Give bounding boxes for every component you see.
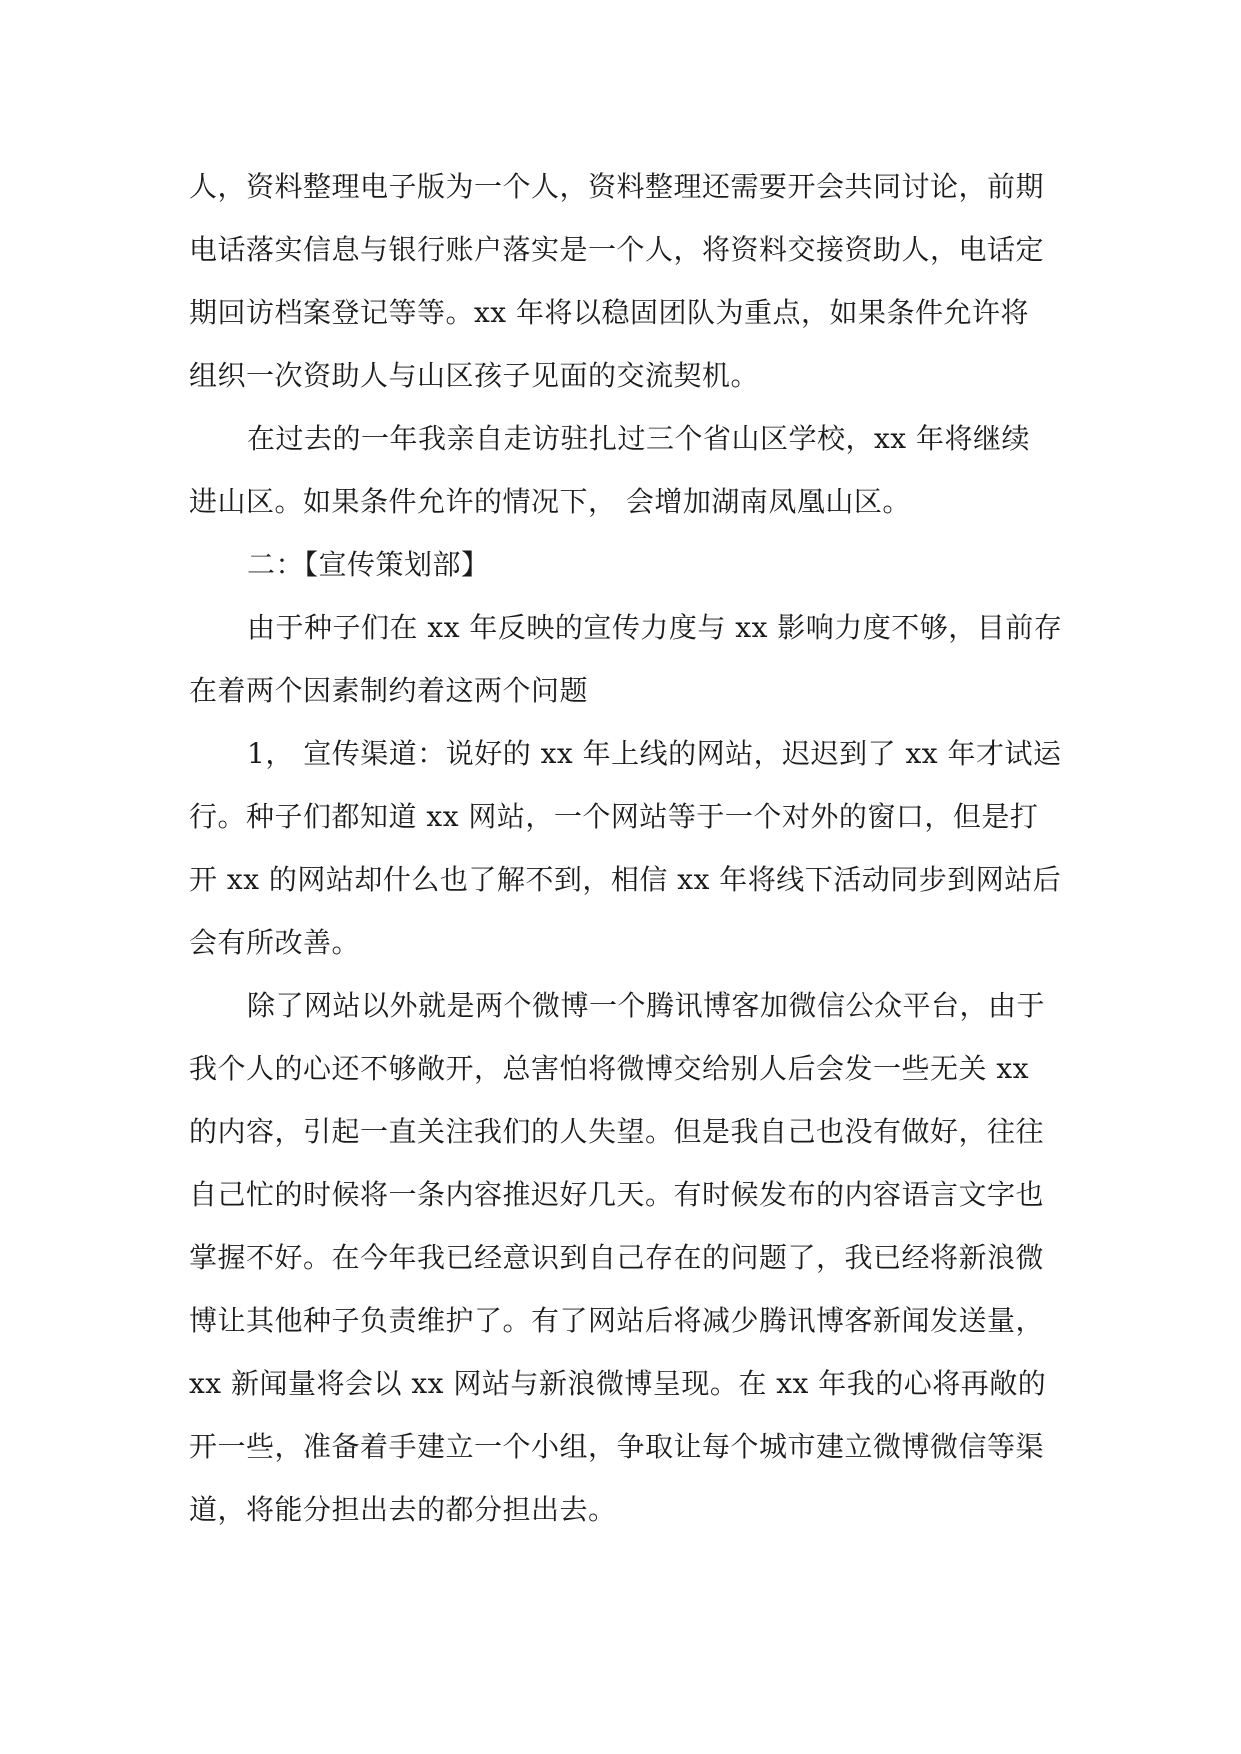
text-line: 除了网站以外就是两个微博一个腾讯博客加微信公众平台，由于 [247,989,1046,1022]
paragraph-1 [189,155,1051,407]
document-body [189,155,1063,1541]
text-line: 会有所改善。 [189,926,361,959]
text-line: 自己忙的时候将一条内容推迟好几天。有时候发布的内容语言文字也 [189,1178,1045,1211]
text-line: 开 xx 的网站却什么也了解不到，相信 xx 年将线下活动同步到网站后 [189,863,1062,896]
text-line: 组织一次资助人与山区孩子见面的交流契机。 [189,359,760,392]
text-line: 在着两个因素制约着这两个问题 [189,674,589,707]
text-line: 人，资料整理电子版为一个人，资料整理还需要开会共同讨论，前期 [189,170,1045,203]
text-line: 掌握不好。在今年我已经意识到自己存在的问题了，我已经将新浪微 [189,1241,1045,1274]
text-line: 行。种子们都知道 xx 网站，一个网站等于一个对外的窗口，但是打 [189,800,1039,833]
section-heading-text: 二：【宣传策划部】 [247,548,490,581]
text-line: 我个人的心还不够敞开，总害怕将微博交给别人后会发一些无关 xx [189,1052,1029,1085]
text-line: 进山区。如果条件允许的情况下， 会增加湖南凤凰山区。 [189,485,911,518]
text-line: 在过去的一年我亲自走访驻扎过三个省山区学校，xx 年将继续 [247,422,1030,455]
text-line: 博让其他种子负责维护了。有了网站后将减少腾讯博客新闻发送量， [189,1304,1045,1337]
paragraph-4 [189,722,1062,974]
text-line: xx 新闻量将会以 xx 网站与新浪微博呈现。在 xx 年我的心将再敞的 [189,1367,1047,1400]
text-line: 1， 宣传渠道：说好的 xx 年上线的网站，迟迟到了 xx 年才试运 [247,737,1062,770]
paragraph-5 [189,974,1051,1541]
text-line: 的内容，引起一直关注我们的人失望。但是我自己也没有做好，往往 [189,1115,1045,1148]
text-line: 道，将能分担出去的都分担出去。 [189,1493,617,1526]
paragraph-2 [189,407,1051,533]
section-heading [189,533,1051,596]
text-line: 由于种子们在 xx 年反映的宣传力度与 xx 影响力度不够，目前存 [247,611,1063,644]
text-line: 期回访档案登记等等。xx 年将以稳固团队为重点，如果条件允许将 [189,296,1029,329]
text-line: 开一些，准备着手建立一个小组，争取让每个城市建立微博微信等渠 [189,1430,1045,1463]
paragraph-3 [189,596,1063,722]
text-line: 电话落实信息与银行账户落实是一个人，将资料交接资助人，电话定 [189,233,1045,266]
